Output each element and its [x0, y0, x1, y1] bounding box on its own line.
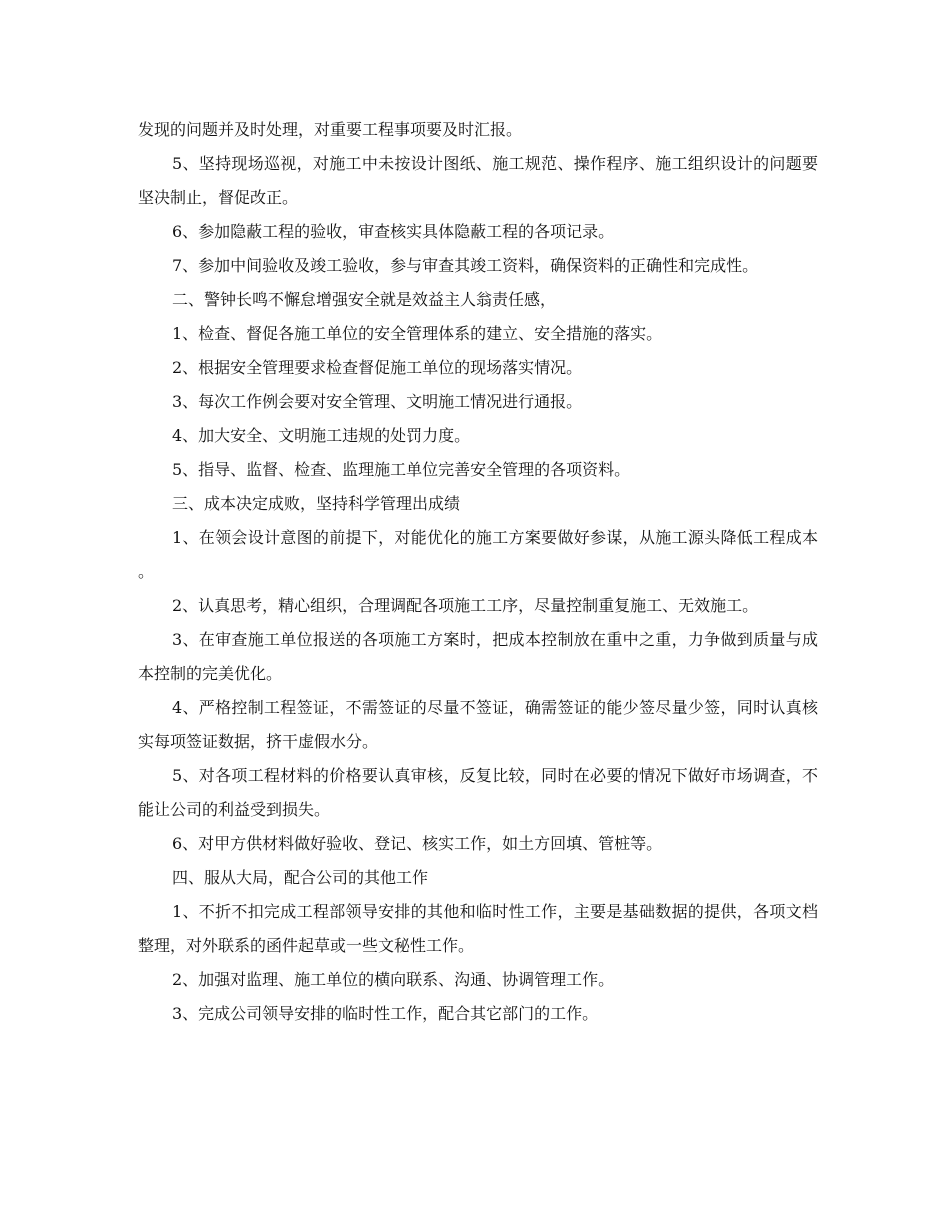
paragraph: 1、检查、督促各施工单位的安全管理体系的建立、安全措施的落实。 [172, 324, 663, 343]
paragraph: 3、在审查施工单位报送的各项施工方案时，把成本控制放在重中之重，力争做到质量与成本控制的完美优化。 [138, 630, 818, 683]
paragraph: 7、参加中间验收及竣工验收，参与审查其竣工资料，确保资料的正确性和完成性。 [172, 256, 759, 275]
paragraph: 2、认真思考，精心组织，合理调配各项施工工序，尽量控制重复施工、无效施工。 [172, 596, 759, 615]
paragraph: 6、对甲方供材料做好验收、登记、核实工作，如土方回填、管桩等。 [172, 834, 663, 853]
paragraph: 4、加大安全、文明施工违规的处罚力度。 [172, 426, 471, 445]
paragraph: 3、完成公司领导安排的临时性工作，配合其它部门的工作。 [172, 1004, 599, 1023]
paragraph: 5、坚持现场巡视，对施工中未按设计图纸、施工规范、操作程序、施工组织设计的问题要坚决制止，督促改正。 [138, 154, 818, 207]
paragraph: 2、根据安全管理要求检查督促施工单位的现场落实情况。 [172, 358, 583, 377]
paragraph: 5、对各项工程材料的价格要认真审核，反复比较，同时在必要的情况下做好市场调查，不能让公司的利益受到损失。 [138, 766, 818, 819]
paragraph: 4、严格控制工程签证，不需签证的尽量不签证，确需签证的能少签尽量少签，同时认真核实每项签证数据，挤干虚假水分。 [138, 698, 818, 751]
paragraph: 发现的问题并及时处理，对重要工程事项要及时汇报。 [138, 120, 523, 139]
paragraph: 1、不折不扣完成工程部领导安排的其他和临时性工作，主要是基础数据的提供，各项文档整理，对外联系的函件起草或一些文秘性工作。 [138, 902, 818, 955]
section-heading: 二、警钟长鸣不懈怠增强安全就是效益主人翁责任感， [172, 290, 557, 309]
paragraph: 5、指导、监督、检查、监理施工单位完善安全管理的各项资料。 [172, 460, 631, 479]
paragraph: 6、参加隐蔽工程的验收，审查核实具体隐蔽工程的各项记录。 [172, 222, 615, 241]
paragraph: 1、在领会设计意图的前提下，对能优化的施工方案要做好参谋，从施工源头降低工程成本。 [138, 528, 818, 581]
section-heading: 三、成本决定成败，坚持科学管理出成绩 [172, 494, 461, 513]
paragraph: 3、每次工作例会要对安全管理、文明施工情况进行通报。 [172, 392, 583, 411]
section-heading: 四、服从大局，配合公司的其他工作 [172, 868, 429, 887]
paragraph: 2、加强对监理、施工单位的横向联系、沟通、协调管理工作。 [172, 970, 615, 989]
document-page [138, 113, 818, 1031]
